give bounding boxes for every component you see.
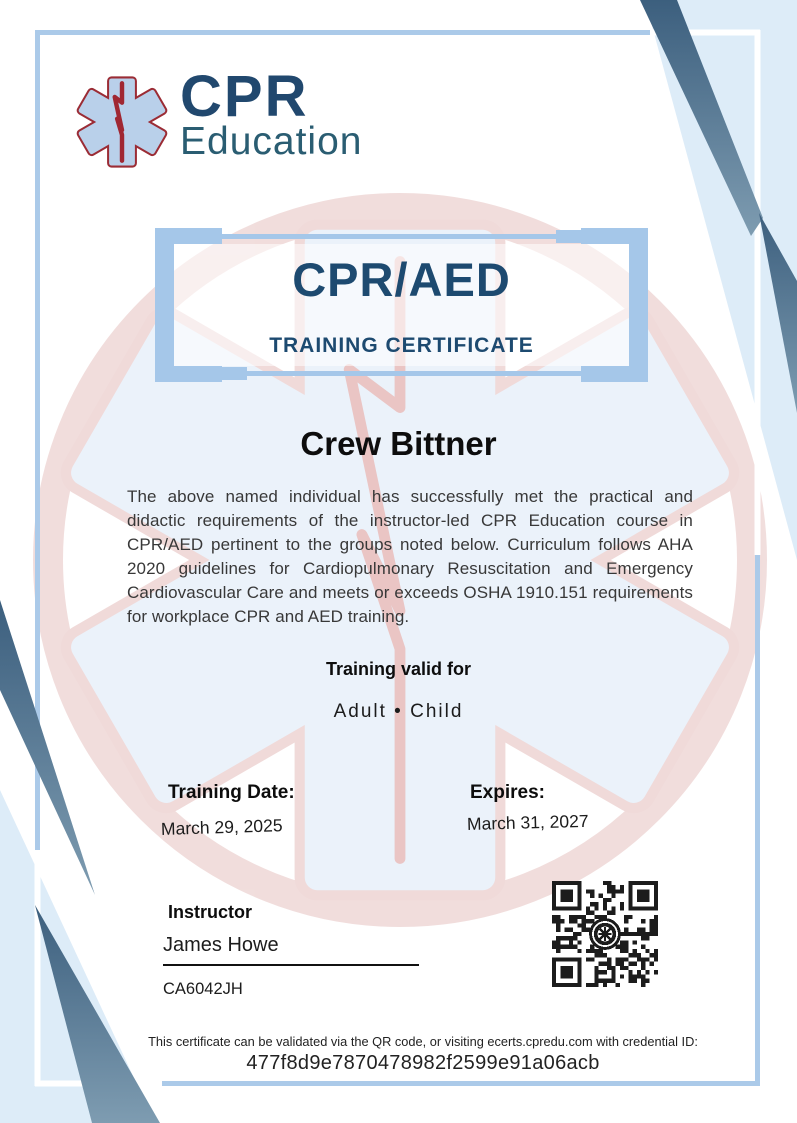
qr-code bbox=[552, 881, 658, 987]
training-date-label: Training Date: bbox=[168, 782, 295, 803]
certificate-body-text: The above named individual has successfully met the practical and didactic requirements of the instructor-led CPR Education course in CPR/AED pertinent to the groups noted below. Curriculum follows AHA 2020 guidelines for Cardiopulmonary Resuscitation and Emergency Cardiovascular Care and meets or exceeds OSHA 1910.151 requirements for workplace CPR and AED training. bbox=[127, 487, 693, 626]
certificate-title: CPR/AED bbox=[292, 253, 511, 306]
frame-tab-bottom-left bbox=[219, 367, 247, 380]
expires-value: March 31, 2027 bbox=[466, 810, 589, 834]
valid-for-value: Adult • Child bbox=[333, 701, 464, 722]
instructor-label: Instructor bbox=[168, 902, 253, 922]
title-frame bbox=[155, 228, 648, 382]
training-date-value: March 29, 2025 bbox=[160, 815, 283, 839]
frame-line-bottom bbox=[219, 371, 584, 376]
valid-for-label: Training valid for bbox=[325, 659, 472, 679]
frame-tab-top-right bbox=[556, 230, 584, 243]
instructor-credential: CA6042JH bbox=[163, 980, 243, 998]
brand-name-education: Education bbox=[180, 120, 363, 163]
recipient-name: Crew Bittner bbox=[300, 425, 497, 462]
validation-note: This certificate can be validated via the QR code, or visiting ecerts.cpredu.com with credential ID: bbox=[148, 1034, 698, 1049]
certificate-subtitle: TRAINING CERTIFICATE bbox=[269, 334, 534, 357]
validation-footer bbox=[85, 1033, 761, 1076]
instructor-name: James Howe bbox=[163, 934, 279, 956]
star-of-life-icon bbox=[72, 66, 172, 178]
credential-id: 477f8d9e7870478982f2599e91a06acb bbox=[246, 1052, 600, 1074]
expires-label: Expires: bbox=[470, 782, 545, 803]
frame-line-top bbox=[219, 234, 584, 239]
brand-name-cpr: CPR bbox=[180, 64, 309, 129]
brand-logo bbox=[72, 66, 362, 178]
signature-line bbox=[163, 964, 419, 966]
